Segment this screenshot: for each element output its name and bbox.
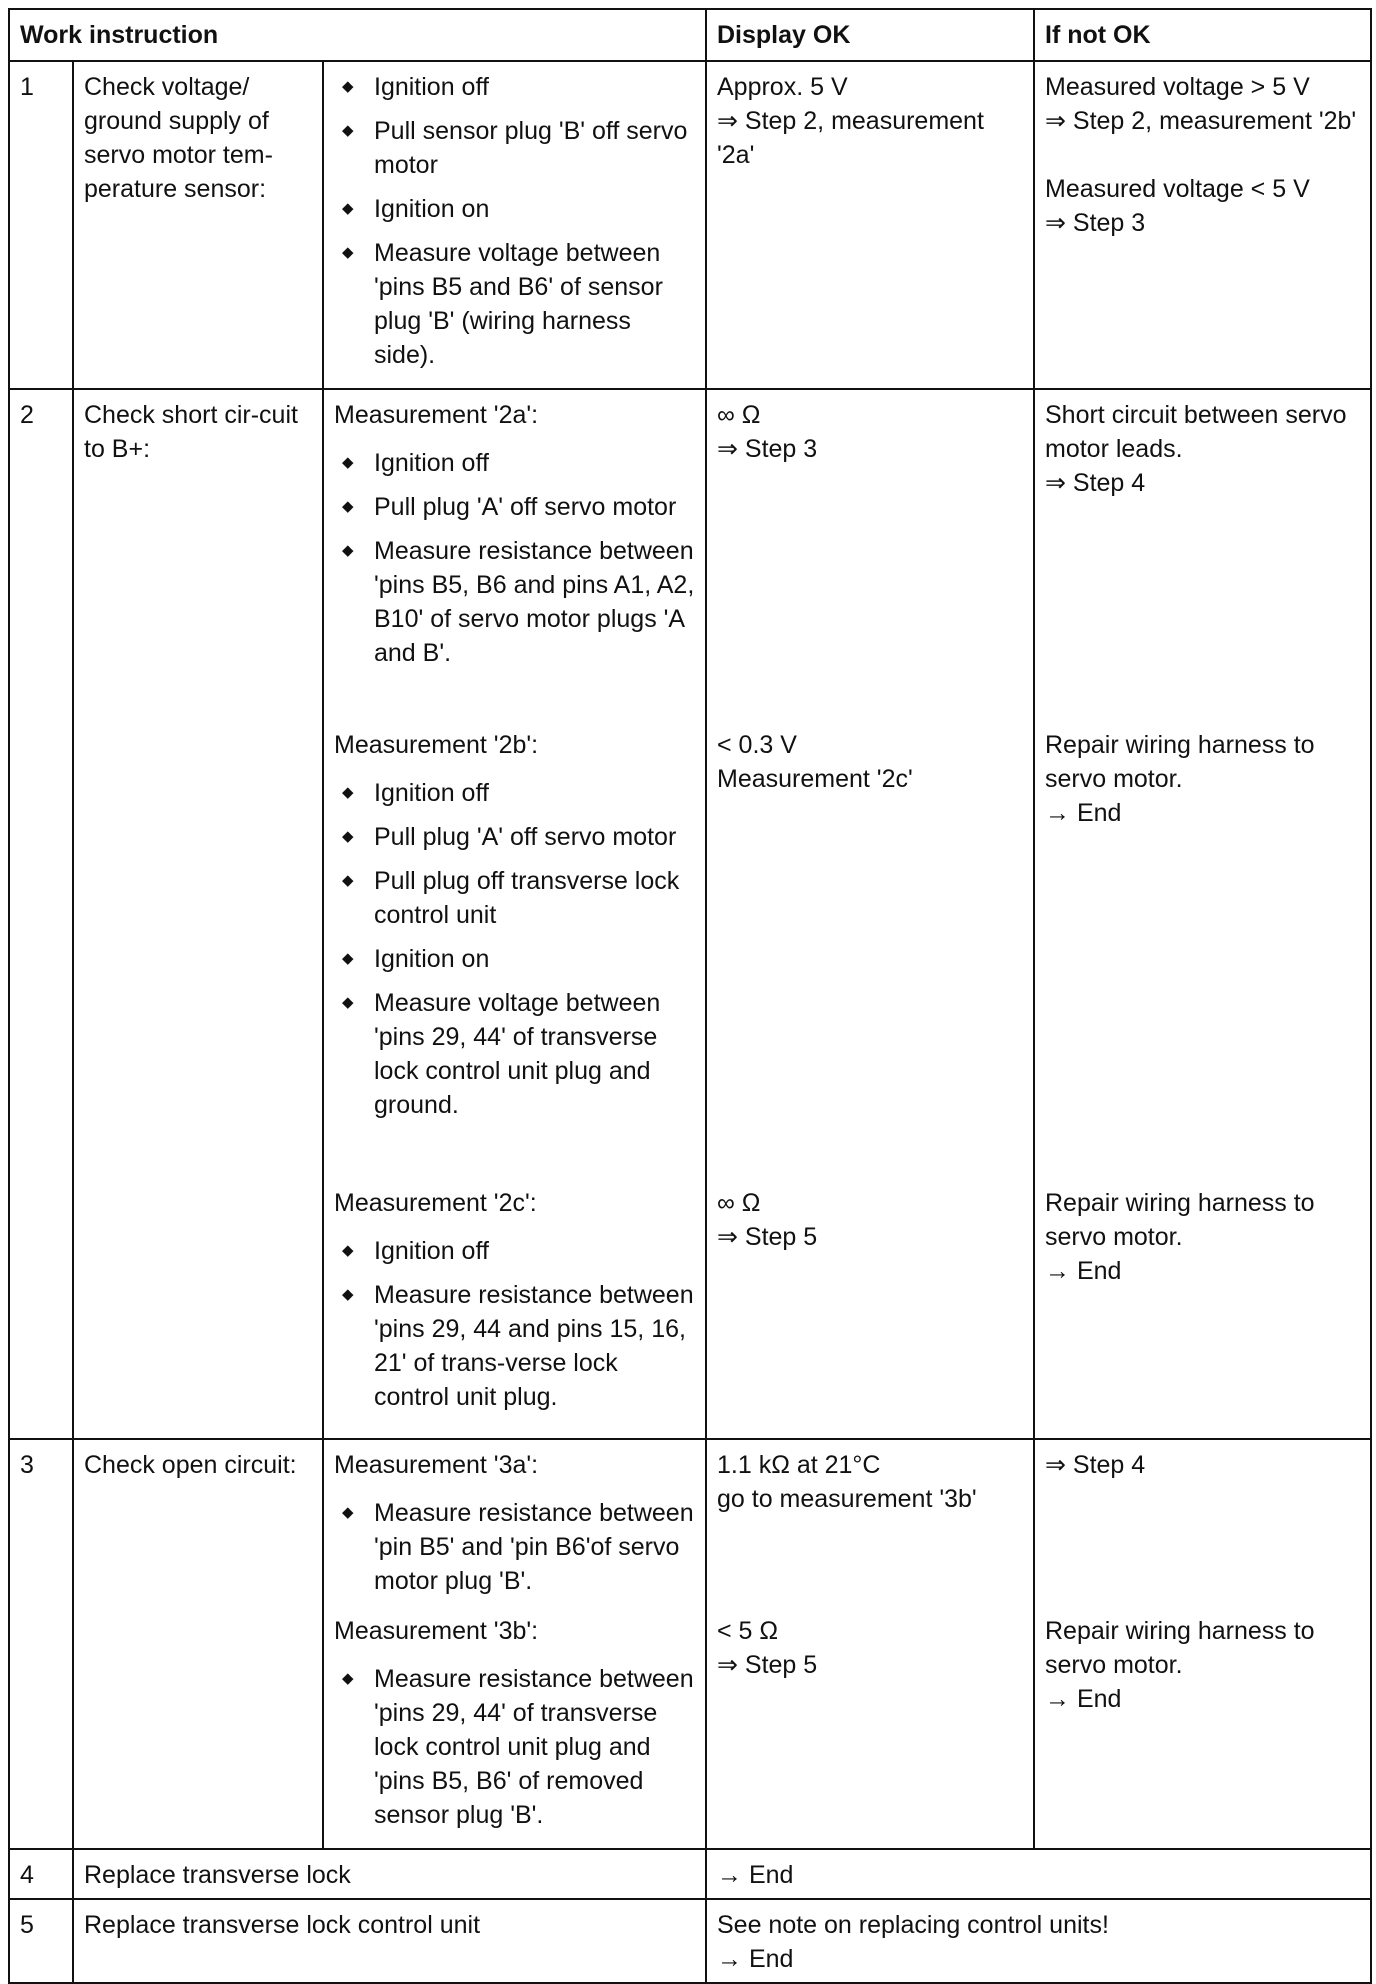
ok-2c xyxy=(717,1186,1023,1254)
step-title: Replace transverse lock xyxy=(73,1849,706,1899)
table-row-step-2 xyxy=(9,389,1371,1439)
ok-2a xyxy=(717,398,1023,728)
list-item: ◆ Ignition off xyxy=(334,1234,695,1268)
step-number: 4 xyxy=(9,1849,73,1899)
ok-next: ⇒ Step 3 xyxy=(717,435,818,463)
step-title: Check open circuit: xyxy=(73,1439,323,1849)
table-row-step-4 xyxy=(9,1849,1371,1899)
if-not-ok-cell xyxy=(1034,1439,1371,1849)
table-row-step-5 xyxy=(9,1899,1371,1983)
ok-next: go to measurement '3b' xyxy=(717,1485,977,1513)
list-item: ◆ Measure resistance between 'pins B5, B6 and pins A1, A2, B10' of servo motor plugs 'A and B'. xyxy=(334,534,695,670)
list-item: ◆ Measure resistance between 'pin B5' and 'pin B6'of servo motor plug 'B'. xyxy=(334,1496,695,1598)
step-title: Replace transverse lock control unit xyxy=(73,1899,706,1983)
notok-next: ⇒ Step 4 xyxy=(1045,1451,1146,1479)
notok-next: → End xyxy=(1045,1257,1122,1285)
result-cell xyxy=(706,1899,1371,1983)
list-item: ◆ Measure resistance between 'pins 29, 44 and pins 15, 16, 21' of trans-verse lock control unit plug. xyxy=(334,1278,695,1414)
notok-2b xyxy=(1045,728,1360,1186)
measurement-3b xyxy=(334,1614,695,1832)
notok-text: Repair wiring harness to servo motor. xyxy=(1045,1189,1315,1251)
result-cell: → End xyxy=(706,1849,1371,1899)
ok-value: Approx. 5 V xyxy=(717,73,848,101)
notok-condition: Measured voltage < 5 V xyxy=(1045,175,1310,203)
table-row-step-1 xyxy=(9,61,1371,389)
ok-next: Measurement '2c' xyxy=(717,765,913,793)
notok-text: Repair wiring harness to servo motor. xyxy=(1045,1617,1315,1679)
ok-value: < 0.3 V xyxy=(717,731,797,759)
step-instructions xyxy=(323,61,706,389)
step-number: 5 xyxy=(9,1899,73,1983)
list-item: ◆ Measure voltage between 'pins 29, 44' of transverse lock control unit plug and ground. xyxy=(334,986,695,1122)
list-item: ◆ Pull plug 'A' off servo motor xyxy=(334,490,695,524)
step-title: Check short cir-cuit to B+: xyxy=(73,389,323,1439)
measurement-2b xyxy=(334,728,695,1186)
header-work-instruction: Work instruction xyxy=(9,9,706,61)
list-item: ◆ Measure resistance between 'pins 29, 44' of transverse lock control unit plug and 'pins B5, B6' of removed sensor plug 'B'. xyxy=(334,1662,695,1832)
measurement-3a xyxy=(334,1448,695,1614)
list-item: ◆ Ignition off xyxy=(334,70,695,104)
if-not-ok-cell xyxy=(1034,61,1371,389)
notok-next: ⇒ Step 4 xyxy=(1045,469,1146,497)
work-instruction-table xyxy=(8,8,1372,1984)
ok-next: ⇒ Step 5 xyxy=(717,1651,818,1679)
step-number: 1 xyxy=(9,61,73,389)
measurement-2a xyxy=(334,398,695,728)
notok-next: → End xyxy=(1045,799,1122,827)
notok-next: → End xyxy=(1045,1685,1122,1713)
display-ok-cell xyxy=(706,1439,1034,1849)
notok-2a xyxy=(1045,398,1360,728)
notok-3b xyxy=(1045,1614,1360,1716)
measurement-label: Measurement '3a': xyxy=(334,1451,539,1479)
table-row-step-3 xyxy=(9,1439,1371,1849)
measurement-2c xyxy=(334,1186,695,1414)
notok-next: ⇒ Step 2, measurement '2b' xyxy=(1045,107,1357,135)
notok-2c xyxy=(1045,1186,1360,1288)
list-item: ◆ Ignition on xyxy=(334,192,695,226)
notok-3a xyxy=(1045,1448,1360,1614)
ok-value: ∞ Ω xyxy=(717,401,761,429)
ok-value: ∞ Ω xyxy=(717,1189,761,1217)
header-display-ok: Display OK xyxy=(706,9,1034,61)
if-not-ok-cell xyxy=(1034,389,1371,1439)
list-item: ◆ Measure voltage between 'pins B5 and B6' of sensor plug 'B' (wiring harness side). xyxy=(334,236,695,372)
header-row xyxy=(9,9,1371,61)
header-if-not-ok: If not OK xyxy=(1034,9,1371,61)
list-item: ◆ Pull sensor plug 'B' off servo motor xyxy=(334,114,695,182)
notok-text: Repair wiring harness to servo motor. xyxy=(1045,731,1315,793)
ok-next: ⇒ Step 5 xyxy=(717,1223,818,1251)
result-next: → End xyxy=(717,1945,794,1973)
list-item: ◆ Pull plug 'A' off servo motor xyxy=(334,820,695,854)
display-ok-cell xyxy=(706,389,1034,1439)
notok-text: Short circuit between servo motor leads. xyxy=(1045,401,1347,463)
ok-2b xyxy=(717,728,1023,1186)
step-number: 2 xyxy=(9,389,73,1439)
step-instructions xyxy=(323,389,706,1439)
ok-value: < 5 Ω xyxy=(717,1617,779,1645)
ok-value: 1.1 kΩ at 21°C xyxy=(717,1451,881,1479)
notok-condition: Measured voltage > 5 V xyxy=(1045,73,1310,101)
notok-next: ⇒ Step 3 xyxy=(1045,209,1146,237)
measurement-label: Measurement '2a': xyxy=(334,401,539,429)
list-item: ◆ Pull plug off transverse lock control unit xyxy=(334,864,695,932)
spacer xyxy=(1045,138,1360,172)
ok-3a xyxy=(717,1448,1023,1614)
list-item: ◆ Ignition off xyxy=(334,776,695,810)
step-number: 3 xyxy=(9,1439,73,1849)
list-item: ◆ Ignition off xyxy=(334,446,695,480)
result-note: See note on replacing control units! xyxy=(717,1911,1109,1939)
ok-next: ⇒ Step 2, measurement '2a' xyxy=(717,107,984,169)
list-item: ◆ Ignition on xyxy=(334,942,695,976)
measurement-label: Measurement '2c': xyxy=(334,1189,537,1217)
measurement-label: Measurement '3b': xyxy=(334,1617,539,1645)
step-instructions xyxy=(323,1439,706,1849)
measurement-label: Measurement '2b': xyxy=(334,731,539,759)
ok-3b xyxy=(717,1614,1023,1682)
display-ok-cell xyxy=(706,61,1034,389)
step-title: Check voltage/ ground supply of servo motor tem-perature sensor: xyxy=(73,61,323,389)
